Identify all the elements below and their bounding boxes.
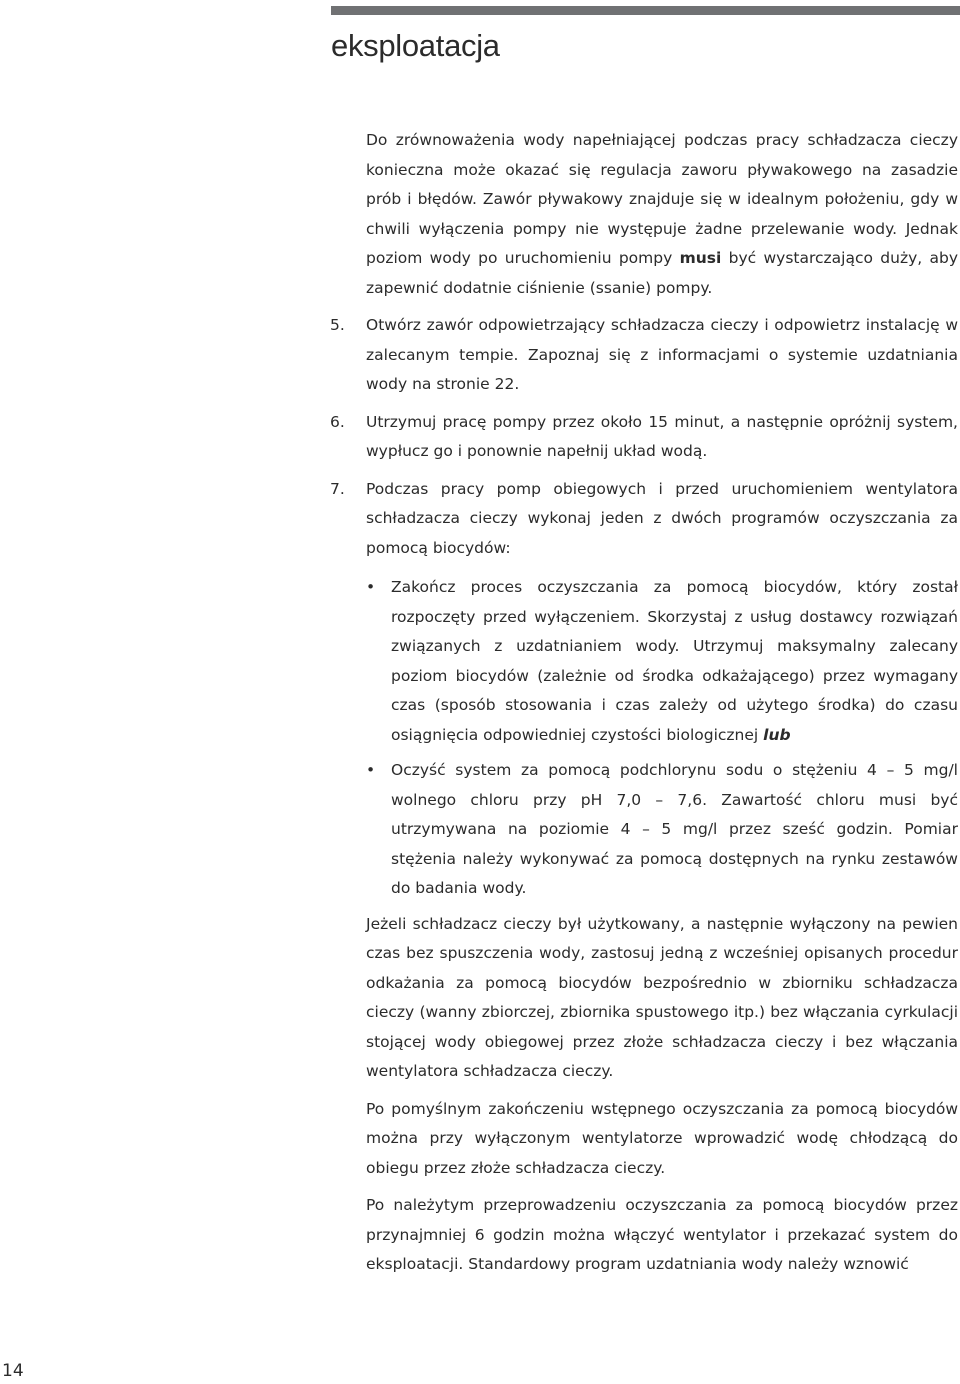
bullet-list xyxy=(366,573,958,904)
step-item xyxy=(330,311,958,400)
step-text: Podczas pracy pomp obiegowych i przed uruchomieniem wentylatora schładzacza cieczy wykonaj jeden z dwóch programów oczyszczania za pomocą biocydów: xyxy=(366,479,958,557)
body-paragraph: Po należytym przeprowadzeniu oczyszczania za pomocą biocydów przez przynajmniej 6 godzin można włączyć wentylator i przekazać system do eksploatacji. Standardowy program uzdatniania wody należy wznowić xyxy=(366,1196,958,1273)
bullet-text: Oczyść system za pomocą podchlorynu sodu o stężeniu 4 – 5 mg/l wolnego chloru przy pH 7,0 – 7,6. Zawartość chloru musi być utrzymywana na poziomie 4 – 5 mg/l przez sześć godzin. Pomiar stężenia należy wykonywać za pomocą dostępnych na rynku zestawów do badania wody. xyxy=(391,761,958,897)
page-number: 14 xyxy=(2,1361,24,1381)
step-item xyxy=(330,475,958,564)
step-text: Utrzymuj pracę pompy przez około 15 minut, a następnie opróżnij system, wypłucz go i ponownie napełnij układ wodą. xyxy=(366,412,958,460)
step-number: 7. xyxy=(330,479,345,498)
bullet-italic-word: lub xyxy=(763,725,791,744)
step-number: 5. xyxy=(330,316,345,334)
bullet-marker: • xyxy=(366,761,376,779)
bullet-marker: • xyxy=(366,578,376,596)
step-text: Otwórz zawór odpowietrzający schładzacza cieczy i odpowietrz instalację w zalecanym tempie. Zapoznaj się z informacjami o systemie uzdatniania wody na stronie 22. xyxy=(366,316,958,393)
step-item xyxy=(330,408,958,467)
page-title: eksploatacja xyxy=(331,28,500,63)
intro-paragraph xyxy=(366,126,958,303)
header-bar xyxy=(331,6,960,15)
intro-bold-word: musi xyxy=(679,249,722,267)
list-item xyxy=(366,573,958,750)
list-item xyxy=(366,756,958,904)
intro-text-1: Do zrównoważenia wody napełniającej podczas pracy schładzacza cieczy konieczna może okazać się regulacja zaworu pływakowego na zasadzie prób i błędów. Zawór pływakowy znajduje się w idealnym położeniu, gdy w chwili wyłączenia pompy nie występuje żadne przelewanie wody. Jednak poziom wody po uruchomieniu pompy xyxy=(366,131,958,267)
body-paragraph: Jeżeli schładzacz cieczy był użytkowany, a następnie wyłączony na pewien czas bez spuszczenia wody, zastosuj jedną z wcześniej opisanych procedur odkażania za pomocą biocydów bezpośrednio w zbiorniku schładzacza cieczy (wanny zbiorczej, zbiornika spustowego itp.) bez włączania cyrkulacji stojącej wody obiegowej przez złoże schładzacza cieczy i bez włączania wentylatora schładzacza cieczy. xyxy=(366,914,958,1080)
main-content xyxy=(330,126,958,1280)
intro-text-2: być wystarczająco duży, aby zapewnić dodatnie ciśnienie (ssanie) pompy. xyxy=(366,249,958,297)
bullet-text: Zakończ proces oczyszczania za pomocą biocydów, który został rozpoczęty przed wyłączeniem. Skorzystaj z usług dostawcy rozwiązań związanych z uzdatnianiem wody. Utrzymuj maksymalny zalecany poziom biocydów (zależnie od środka odkażającego) przez wymagany czas (sposób stosowania i czas zależy od użytego środka) do czasu osiągnięcia odpowiedniej czystości biologicznej xyxy=(391,578,958,744)
step-number: 6. xyxy=(330,412,345,431)
body-paragraph: Po pomyślnym zakończeniu wstępnego oczyszczania za pomocą biocydów można przy wyłączonym wentylatorze wprowadzić wodę chłodzącą do obiegu przez złoże schładzacza cieczy. xyxy=(366,1099,958,1177)
